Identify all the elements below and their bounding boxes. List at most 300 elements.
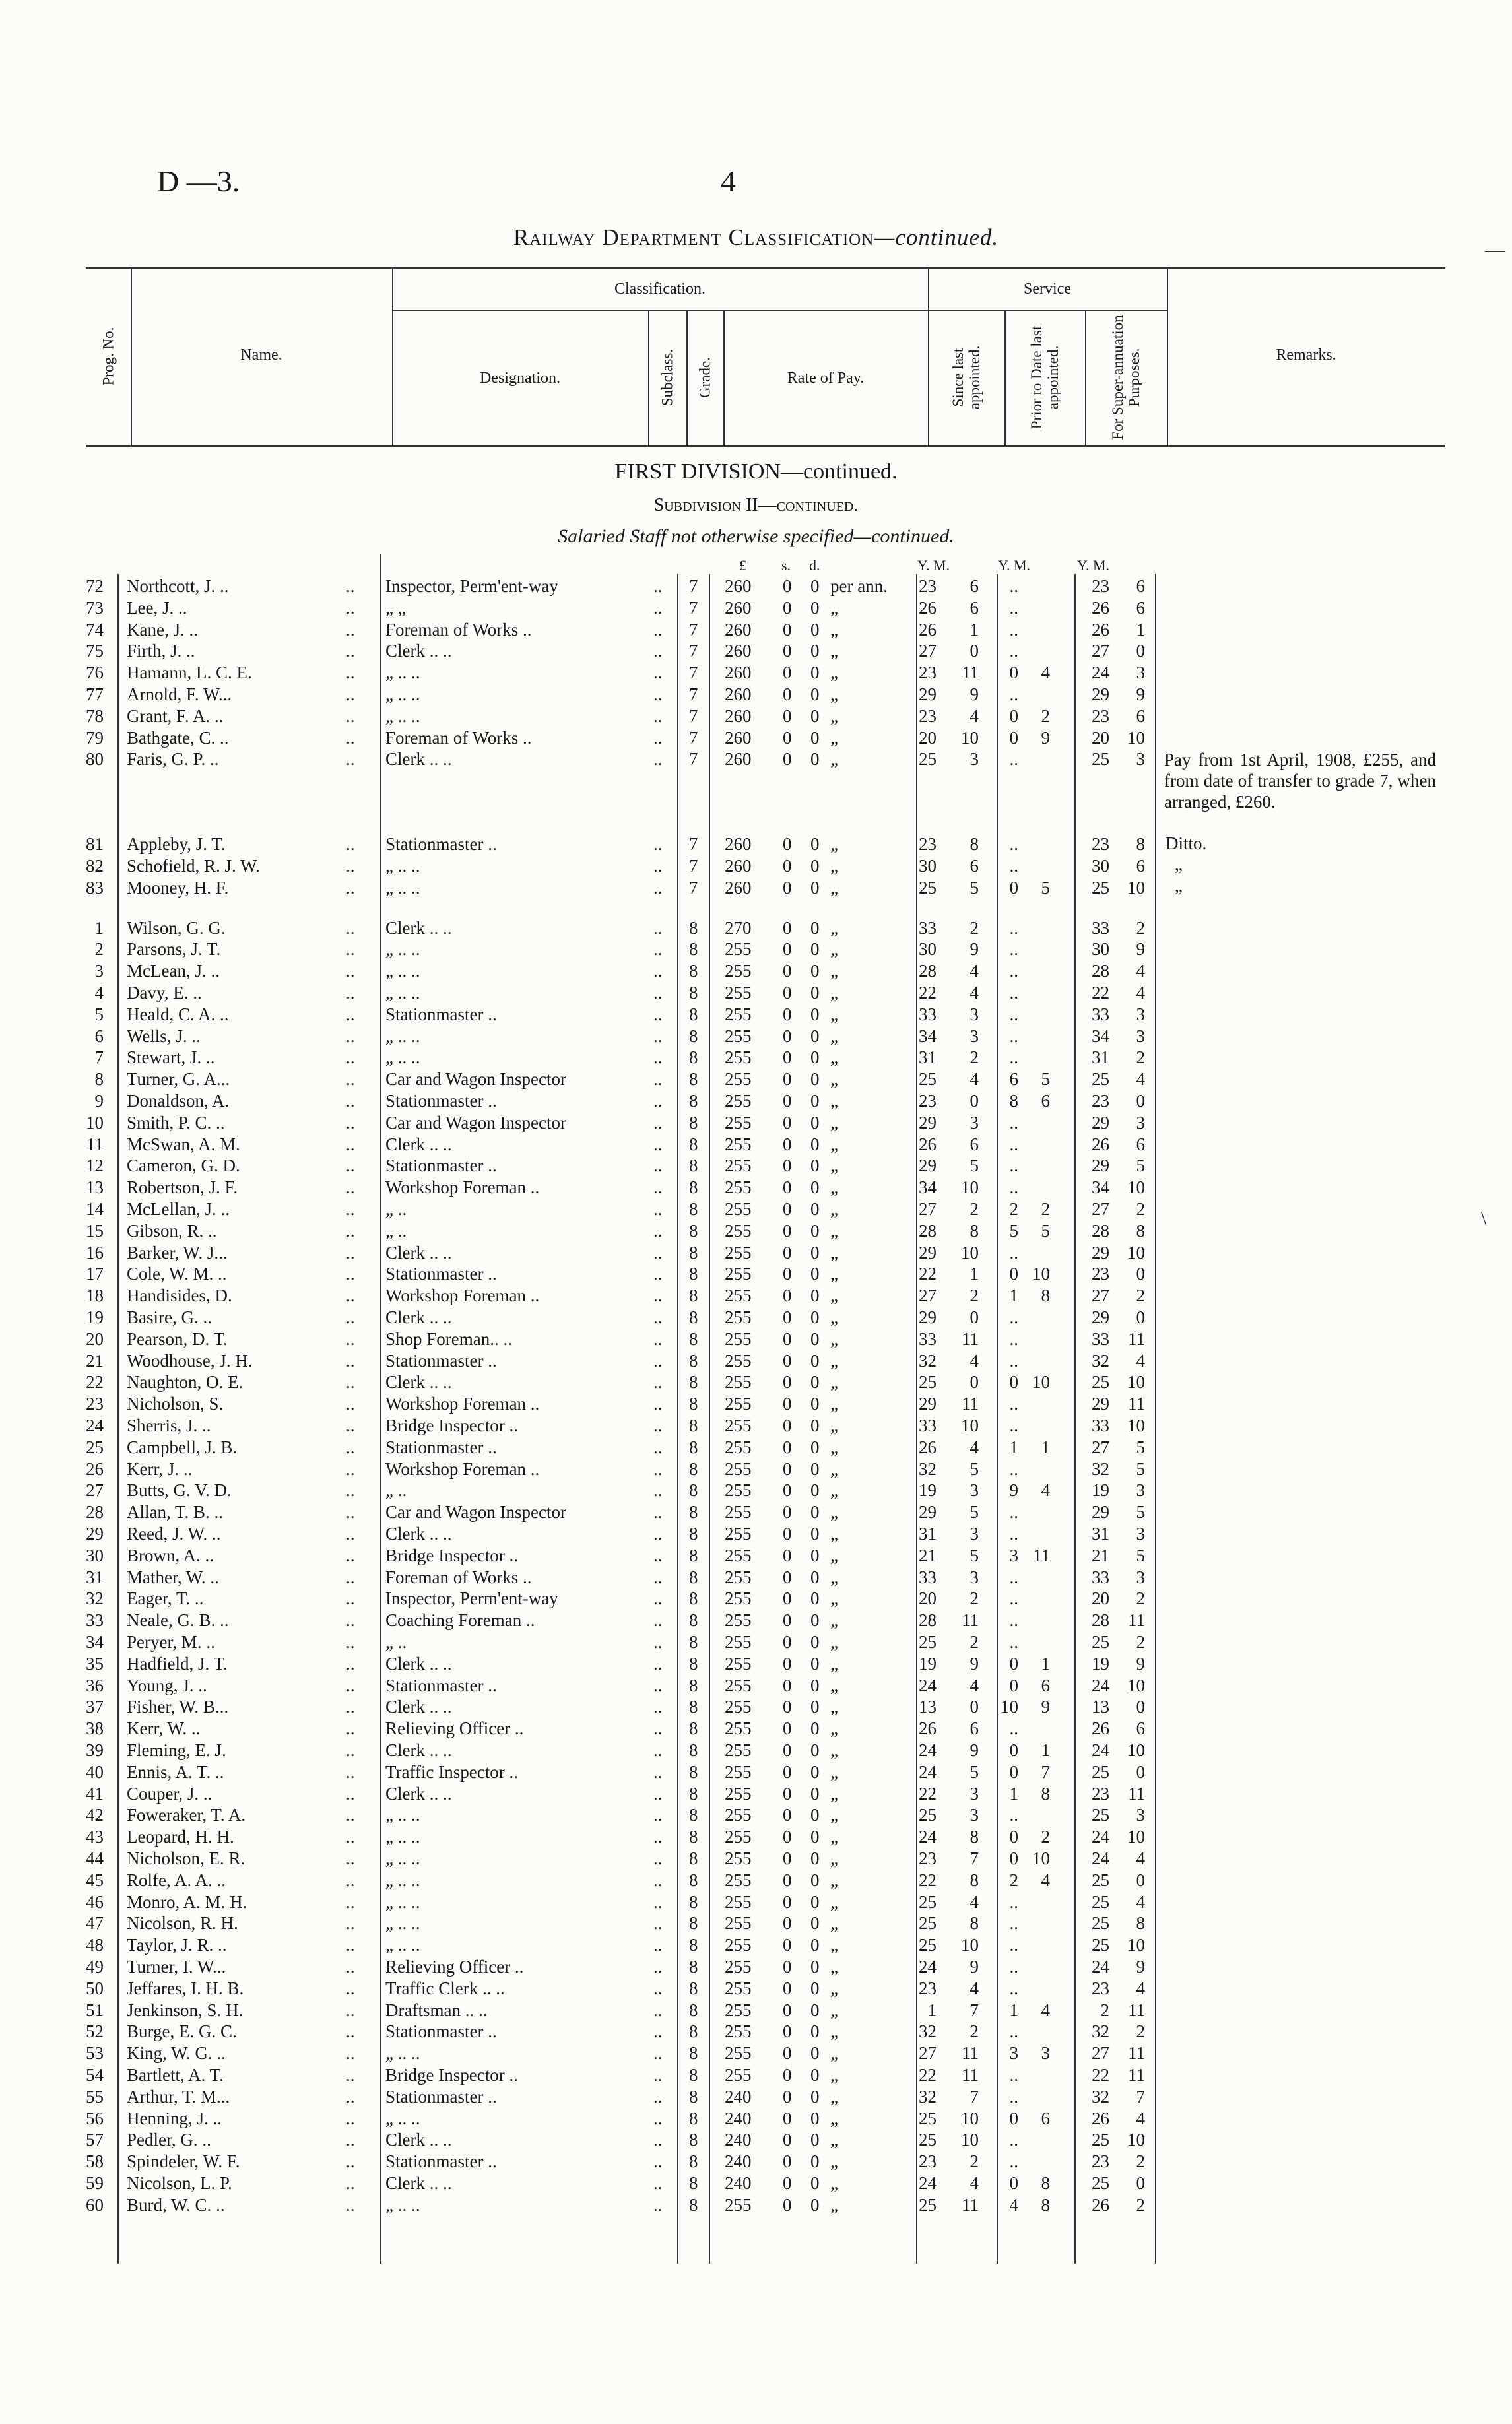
cell-dots: .. <box>346 2151 355 2172</box>
cell-pann: „ <box>830 834 838 855</box>
cell-sy: 21 <box>919 1545 937 1565</box>
cell-fm: 9 <box>1136 684 1145 704</box>
cell-dots2: .. <box>653 1632 663 1652</box>
cell-fm: 9 <box>1136 1653 1145 1674</box>
cell-grade: 8 <box>689 1783 698 1804</box>
cell-sh: 0 <box>783 1242 792 1262</box>
cell-sh: 0 <box>783 1697 792 1717</box>
cell-grade: 8 <box>689 1957 698 1977</box>
cell-dots: .. <box>346 1589 355 1609</box>
cell-dots: .. <box>346 1199 355 1219</box>
cell-fy: 25 <box>1092 1069 1109 1090</box>
cell-pounds: 255 <box>725 2043 752 2064</box>
cell-fm: 11 <box>1128 1328 1145 1349</box>
cell-sh: 0 <box>783 1156 792 1176</box>
cell-name: McSwan, A. M. <box>127 1134 240 1154</box>
cell-sy: 13 <box>919 1697 937 1717</box>
cell-name: Kane, J. .. <box>127 619 198 639</box>
cell-sm: 4 <box>970 2173 979 2193</box>
cell-sh: 0 <box>783 684 792 704</box>
table-row <box>0 1740 1512 1761</box>
cell-dots: .. <box>346 1286 355 1306</box>
cell-sy: 30 <box>919 856 937 876</box>
table-row <box>0 1285 1512 1306</box>
table-row <box>0 1631 1512 1653</box>
cell-sh: 0 <box>783 705 792 726</box>
cell-name: Woodhouse, J. H. <box>127 1350 253 1371</box>
table-row <box>0 2000 1512 2021</box>
cell-dots: .. <box>346 2043 355 2064</box>
cell-pann: „ <box>830 983 838 1002</box>
header-grade: Grade. <box>696 357 713 398</box>
cell-dots2: .. <box>653 2173 663 2193</box>
title-suffix: —continued. <box>874 224 999 250</box>
cell-py: .. <box>1009 856 1018 876</box>
cell-des: „ .. .. <box>385 705 420 726</box>
cell-dots: .. <box>346 983 355 1002</box>
cell-dots2: .. <box>653 1697 663 1717</box>
cell-fm: 6 <box>1136 1134 1145 1154</box>
cell-des: Car and Wagon Inspector <box>385 1112 566 1132</box>
cell-des: „ .. <box>385 1199 407 1219</box>
cell-no: 17 <box>86 1264 104 1284</box>
header-rate-of-pay: Rate of Pay. <box>787 370 865 387</box>
cell-sy: 24 <box>919 2173 937 2193</box>
cell-pe: 0 <box>810 641 820 661</box>
cell-des: Clerk .. .. <box>385 2173 452 2193</box>
cell-dots2: .. <box>653 1156 663 1176</box>
cell-no: 83 <box>86 877 104 898</box>
cell-dots2: .. <box>653 1026 663 1046</box>
cell-dots2: .. <box>653 1783 663 1804</box>
cell-py: .. <box>1009 1004 1018 1024</box>
cell-name: Heald, C. A. .. <box>127 1004 229 1024</box>
cell-sm: 11 <box>962 1610 979 1631</box>
cell-grade: 8 <box>689 1437 698 1457</box>
col-rule-3 <box>648 310 649 445</box>
cell-name: Allan, T. B. .. <box>127 1502 223 1523</box>
cell-fm: 2 <box>1136 2194 1145 2215</box>
cell-no: 18 <box>86 1286 104 1306</box>
cell-pe: 0 <box>810 1372 820 1392</box>
cell-name: Taylor, J. R. .. <box>127 1935 227 1955</box>
table-row <box>0 1523 1512 1544</box>
cell-fy: 34 <box>1092 1177 1109 1198</box>
cell-py: .. <box>1009 1156 1018 1176</box>
cell-sy: 20 <box>919 1589 937 1609</box>
cell-sy: 25 <box>919 1805 937 1825</box>
cell-dots2: .. <box>653 1740 663 1760</box>
cell-dots2: .. <box>653 1177 663 1198</box>
cell-sh: 0 <box>783 834 792 855</box>
cell-name: Fisher, W. B... <box>127 1697 229 1717</box>
cell-pann: „ <box>830 2130 838 2150</box>
cell-dots: .. <box>346 1372 355 1392</box>
cell-no: 48 <box>86 1935 104 1955</box>
cell-des: Stationmaster .. <box>385 834 497 855</box>
cell-dots2: .. <box>653 2151 663 2172</box>
cell-pe: 0 <box>810 1458 820 1479</box>
cell-pann: „ <box>830 2194 838 2215</box>
cell-sm: 4 <box>970 1891 979 1912</box>
cell-pann: „ <box>830 1307 838 1327</box>
cell-sh: 0 <box>783 1740 792 1760</box>
cell-grade: 8 <box>689 917 698 938</box>
cell-pann: „ <box>830 663 838 683</box>
cell-des: Foreman of Works .. <box>385 619 532 639</box>
cell-pounds: 260 <box>725 619 752 639</box>
cell-no: 2 <box>94 939 104 960</box>
cell-pounds: 255 <box>725 1761 752 1782</box>
cell-grade: 8 <box>689 1978 698 1998</box>
table-row <box>0 2064 1512 2085</box>
cell-fy: 23 <box>1092 1978 1109 1998</box>
cell-dots2: .. <box>653 1069 663 1090</box>
cell-dots2: .. <box>653 1913 663 1934</box>
cell-py: 3 <box>1009 2043 1018 2064</box>
cell-sh: 0 <box>783 1047 792 1068</box>
cell-sm: 3 <box>970 749 979 770</box>
cell-des: Stationmaster .. <box>385 1004 497 1024</box>
cell-pm: 4 <box>1041 2000 1050 2020</box>
cell-sm: 10 <box>961 1416 979 1435</box>
cell-sh: 0 <box>783 1199 792 1219</box>
cell-fy: 25 <box>1092 1891 1109 1912</box>
cell-fy: 28 <box>1092 961 1109 981</box>
cell-des: Clerk .. .. <box>385 917 452 938</box>
cell-pann: „ <box>830 2021 838 2042</box>
cell-no: 60 <box>86 2194 104 2215</box>
cell-name: Cameron, G. D. <box>127 1156 240 1176</box>
cell-pounds: 255 <box>725 1394 752 1414</box>
cell-fm: 10 <box>1127 1372 1145 1392</box>
cell-fy: 28 <box>1092 1610 1109 1631</box>
cell-pe: 0 <box>810 1935 820 1955</box>
cell-grade: 7 <box>689 576 698 596</box>
cell-dots2: .. <box>653 1524 663 1544</box>
cell-des: Clerk .. .. <box>385 1307 452 1327</box>
cell-pe: 0 <box>810 597 820 618</box>
cell-dots2: .. <box>653 619 663 639</box>
cell-sm: 1 <box>970 619 979 639</box>
cell-des: „ .. .. <box>385 1805 420 1825</box>
cell-pann: „ <box>830 1697 838 1717</box>
cell-fm: 11 <box>1128 2065 1145 2085</box>
cell-fy: 22 <box>1092 983 1109 1002</box>
cell-pounds: 255 <box>725 2000 752 2020</box>
cell-pm: 4 <box>1041 663 1050 683</box>
cell-pm: 2 <box>1041 1827 1050 1847</box>
cell-no: 58 <box>86 2151 104 2172</box>
cell-des: Shop Foreman.. .. <box>385 1328 512 1349</box>
cell-pe: 0 <box>810 1502 820 1523</box>
cell-pann: „ <box>830 2065 838 2085</box>
cell-pe: 0 <box>810 1199 820 1219</box>
cell-fy: 22 <box>1092 2065 1109 2085</box>
cell-sy: 24 <box>919 1957 937 1977</box>
cell-sm: 5 <box>970 1545 979 1565</box>
cell-pann: „ <box>830 727 838 748</box>
cell-dots: .. <box>346 1264 355 1284</box>
cell-pann: „ <box>830 1761 838 1782</box>
cell-sh: 0 <box>783 1112 792 1132</box>
table-row <box>0 1696 1512 1717</box>
cell-no: 82 <box>86 856 104 876</box>
cell-no: 38 <box>86 1719 104 1739</box>
cell-fm: 2 <box>1136 917 1145 938</box>
cell-dots2: .. <box>653 576 663 596</box>
cell-sh: 0 <box>783 619 792 639</box>
cell-sy: 24 <box>919 1761 937 1782</box>
cell-fy: 23 <box>1092 705 1109 726</box>
cell-pe: 0 <box>810 1437 820 1457</box>
cell-sy: 31 <box>919 1047 937 1068</box>
cell-dots: .. <box>346 1004 355 1024</box>
cell-pe: 0 <box>810 1675 820 1695</box>
cell-py: .. <box>1009 576 1018 596</box>
cell-py: .. <box>1009 939 1018 960</box>
cell-des: „ .. <box>385 1632 407 1652</box>
remark-ditto-mark-2: „ <box>1175 876 1183 896</box>
cell-no: 39 <box>86 1740 104 1760</box>
cell-grade: 8 <box>689 1524 698 1544</box>
cell-grade: 8 <box>689 1653 698 1674</box>
table-row <box>0 2194 1512 2215</box>
cell-py: 0 <box>1009 1740 1018 1760</box>
table-row <box>0 1956 1512 1977</box>
cell-sm: 3 <box>970 1524 979 1544</box>
cell-sm: 9 <box>970 1653 979 1674</box>
cell-sh: 0 <box>783 1783 792 1804</box>
cell-pann: „ <box>830 2000 838 2020</box>
cell-name: King, W. G. .. <box>127 2043 226 2064</box>
cell-sh: 0 <box>783 2065 792 2085</box>
cell-pounds: 255 <box>725 1437 752 1457</box>
cell-py: 0 <box>1009 1653 1018 1674</box>
cell-sy: 27 <box>919 1199 937 1219</box>
cell-name: Mooney, H. F. <box>127 877 229 898</box>
cell-des: Foreman of Works .. <box>385 727 532 748</box>
cell-pe: 0 <box>810 684 820 704</box>
cell-no: 26 <box>86 1458 104 1479</box>
cell-pann: „ <box>830 1394 838 1414</box>
cell-pounds: 240 <box>725 2151 752 2172</box>
cell-fy: 20 <box>1092 727 1109 748</box>
cell-pe: 0 <box>810 705 820 726</box>
cell-sm: 6 <box>970 597 979 618</box>
cell-pounds: 260 <box>725 727 752 748</box>
unit-ym-super: Y. M. <box>1077 557 1110 573</box>
cell-dots: .. <box>346 1849 355 1868</box>
cell-dots: .. <box>346 1697 355 1717</box>
cell-fy: 32 <box>1092 1350 1109 1371</box>
cell-sm: 10 <box>961 727 979 748</box>
cell-fm: 8 <box>1136 1220 1145 1241</box>
cell-sm: 0 <box>970 641 979 661</box>
table-row <box>0 938 1512 960</box>
cell-pounds: 255 <box>725 983 752 1002</box>
cell-no: 28 <box>86 1502 104 1523</box>
table-row <box>0 1047 1512 1068</box>
table-row <box>0 1371 1512 1392</box>
cell-sm: 2 <box>970 1632 979 1652</box>
cell-sm: 0 <box>970 1697 979 1717</box>
cell-pann: „ <box>830 1567 838 1587</box>
cell-name: Burd, W. C. .. <box>127 2194 225 2215</box>
cell-pm: 2 <box>1041 705 1050 726</box>
cell-py: .. <box>1009 1307 1018 1327</box>
cell-sy: 29 <box>919 684 937 704</box>
cell-pe: 0 <box>810 1849 820 1868</box>
cell-pounds: 260 <box>725 834 752 855</box>
cell-pe: 0 <box>810 2065 820 2085</box>
cell-sh: 0 <box>783 1632 792 1652</box>
cell-grade: 8 <box>689 1264 698 1284</box>
cell-name: Turner, G. A... <box>127 1069 230 1090</box>
cell-pe: 0 <box>810 1978 820 1998</box>
cell-sh: 0 <box>783 576 792 596</box>
cell-fy: 25 <box>1092 877 1109 898</box>
cell-sm: 9 <box>970 939 979 960</box>
cell-pe: 0 <box>810 619 820 639</box>
cell-dots2: .. <box>653 877 663 898</box>
cell-py: .. <box>1009 961 1018 981</box>
cell-sm: 5 <box>970 1502 979 1523</box>
cell-des: Clerk .. .. <box>385 641 452 661</box>
cell-pounds: 255 <box>725 1524 752 1544</box>
cell-dots2: .. <box>653 1242 663 1262</box>
cell-des: „ .. <box>385 1480 407 1501</box>
cell-fm: 5 <box>1136 1437 1145 1457</box>
cell-no: 34 <box>86 1632 104 1652</box>
cell-dots2: .. <box>653 597 663 618</box>
cell-pe: 0 <box>810 1589 820 1609</box>
cell-pm: 4 <box>1041 1870 1050 1890</box>
cell-des: Traffic Inspector .. <box>385 1761 518 1782</box>
cell-sm: 9 <box>970 684 979 704</box>
cell-dots2: .. <box>653 983 663 1002</box>
cell-pounds: 255 <box>725 1567 752 1587</box>
cell-pann: „ <box>830 1112 838 1132</box>
cell-sh: 0 <box>783 1891 792 1912</box>
cell-des: „ .. <box>385 1220 407 1241</box>
cell-dots2: .. <box>653 2021 663 2042</box>
cell-dots: .. <box>346 856 355 876</box>
cell-fy: 27 <box>1092 1437 1109 1457</box>
cell-grade: 8 <box>689 1112 698 1132</box>
cell-dots: .. <box>346 1913 355 1934</box>
cell-dots2: .. <box>653 1134 663 1154</box>
cell-pann: „ <box>830 1134 838 1154</box>
cell-fm: 10 <box>1127 877 1145 898</box>
cell-sh: 0 <box>783 1134 792 1154</box>
cell-pm: 5 <box>1041 877 1050 898</box>
cell-sm: 3 <box>970 1805 979 1825</box>
header-prior-to-date: Prior to Date last appointed. <box>1028 325 1061 430</box>
cell-no: 79 <box>86 727 104 748</box>
cell-sm: 2 <box>970 1047 979 1068</box>
cell-dots2: .. <box>653 1849 663 1868</box>
cell-pounds: 255 <box>725 1978 752 1998</box>
cell-pe: 0 <box>810 1091 820 1111</box>
cell-pounds: 255 <box>725 1199 752 1219</box>
cell-des: „ .. .. <box>385 2108 420 2128</box>
cell-fm: 10 <box>1127 727 1145 748</box>
cell-grade: 8 <box>689 1026 698 1046</box>
cell-fm: 8 <box>1136 1913 1145 1934</box>
cell-py: .. <box>1009 2021 1018 2042</box>
cell-pe: 0 <box>810 2000 820 2020</box>
cell-fm: 2 <box>1136 1286 1145 1306</box>
cell-des: Foreman of Works .. <box>385 1567 532 1587</box>
cell-no: 9 <box>94 1091 104 1111</box>
cell-dots: .. <box>346 1545 355 1565</box>
cell-name: Stewart, J. .. <box>127 1047 215 1068</box>
table-row <box>0 705 1512 727</box>
cell-py: .. <box>1009 1610 1018 1631</box>
table-row <box>0 855 1512 876</box>
col-rule-7 <box>1004 310 1006 445</box>
table-row <box>0 2108 1512 2129</box>
cell-name: Campbell, J. B. <box>127 1437 238 1457</box>
cell-py: .. <box>1009 1524 1018 1544</box>
cell-sm: 3 <box>970 1783 979 1804</box>
cell-dots2: .. <box>653 749 663 770</box>
cell-fm: 5 <box>1136 1458 1145 1479</box>
table-row <box>0 2151 1512 2172</box>
cell-py: .. <box>1009 917 1018 938</box>
cell-pe: 0 <box>810 1134 820 1154</box>
cell-fy: 33 <box>1092 1328 1109 1349</box>
cell-py: .. <box>1009 641 1018 661</box>
cell-sm: 4 <box>970 1350 979 1371</box>
cell-pann: „ <box>830 1502 838 1523</box>
cell-grade: 8 <box>689 2000 698 2020</box>
cell-pe: 0 <box>810 1328 820 1349</box>
cell-fm: 5 <box>1136 1545 1145 1565</box>
cell-fy: 25 <box>1092 1805 1109 1825</box>
table-row <box>0 1761 1512 1783</box>
cell-pounds: 260 <box>725 705 752 726</box>
cell-pm: 9 <box>1041 1697 1050 1717</box>
cell-pe: 0 <box>810 2173 820 2193</box>
header-designation: Designation. <box>480 370 560 387</box>
cell-grade: 8 <box>689 2194 698 2215</box>
cell-sy: 33 <box>919 917 937 938</box>
cell-py: .. <box>1009 1328 1018 1349</box>
cell-grade: 8 <box>689 1480 698 1501</box>
table-row <box>0 1718 1512 1739</box>
cell-des: Inspector, Perm'ent-way <box>385 576 558 596</box>
cell-dots2: .. <box>653 2108 663 2128</box>
cell-fy: 23 <box>1092 834 1109 855</box>
cell-name: Wilson, G. G. <box>127 917 226 938</box>
cell-py: 0 <box>1009 877 1018 898</box>
cell-dots2: .. <box>653 1891 663 1912</box>
cell-pe: 0 <box>810 1394 820 1414</box>
cell-des: „ .. .. <box>385 1849 420 1868</box>
table-row <box>0 1177 1512 1198</box>
cell-no: 76 <box>86 663 104 683</box>
cell-sm: 9 <box>970 1957 979 1977</box>
cell-fm: 6 <box>1136 597 1145 618</box>
cell-fy: 26 <box>1092 2108 1109 2128</box>
cell-name: Parsons, J. T. <box>127 939 221 960</box>
cell-dots: .. <box>346 1502 355 1523</box>
cell-sh: 0 <box>783 856 792 876</box>
cell-dots: .. <box>346 1935 355 1955</box>
cell-grade: 7 <box>689 597 698 618</box>
